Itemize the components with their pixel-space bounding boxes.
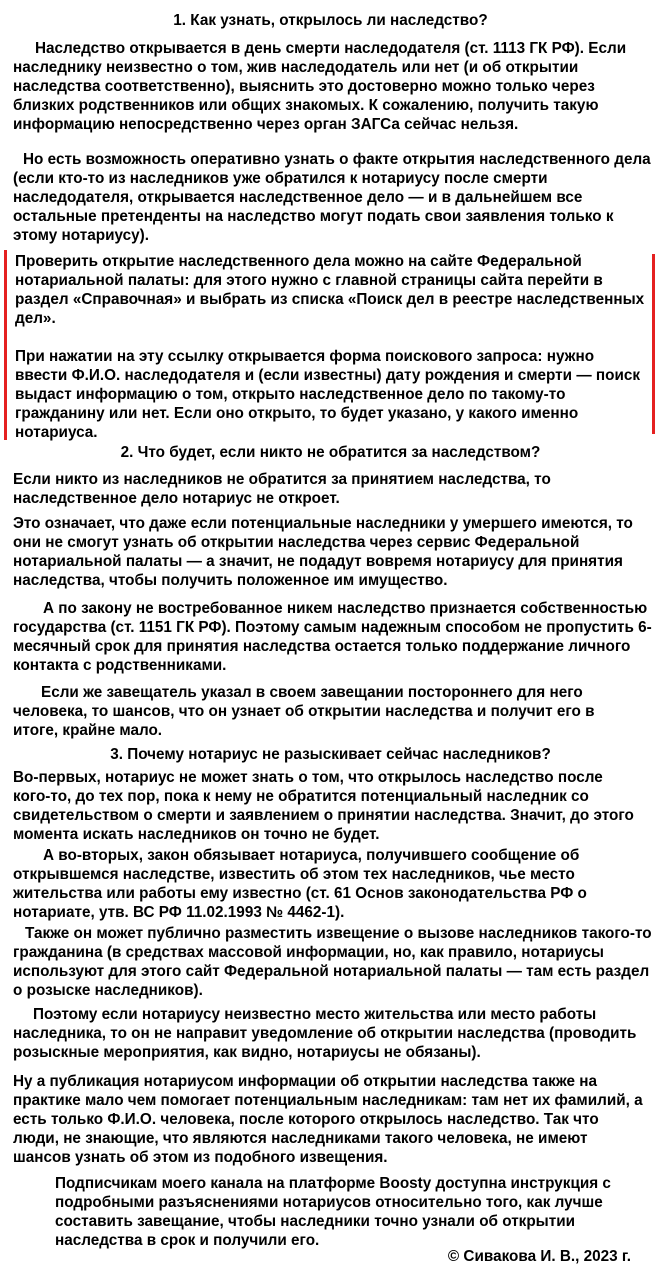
paragraph-no-claim: Если никто из наследников не обратится за принятием наследства, то наследственное дело нотариус не откроет. (13, 471, 551, 507)
heading-section-1: 1. Как узнать, открылось ли наследство? (173, 12, 488, 29)
paragraph-no-notification: Поэтому если нотариусу неизвестно место жительства или место работы наследника, то он не направит уведомление об открытии наследства (проводить розыскные мероприятия, как видно, нотариусы не обязаны). (13, 1006, 637, 1061)
heading-section-3: 3. Почему нотариус не разыскивает сейчас наследников? (110, 746, 551, 763)
highlight-bar-right (652, 254, 655, 434)
paragraph-notary-site-check: Проверить открытие наследственного дела можно на сайте Федеральной нотариальной палаты: для этого нужно с главной страницы сайта перейти в раздел «Справочная» и выбрать из списка «Поиск дел в реестре наследственных дел». (15, 253, 645, 327)
paragraph-firstly: Во-первых, нотариус не может знать о том, что открылось наследство после кого-то, до тех пор, пока к нему не обратится потенциальный наследник со свидетельством о смерти и заявлением о принятии наследства. Значит, до этого момента искать наследников он точно не будет. (13, 769, 634, 843)
paragraph-public-notice: Также он может публично разместить извещение о вызове наследников такого-то гражданина (в средствах массовой информации, но, как правило, нотариусы используют для этого сайт Федеральной нотариальной палаты — там есть раздел о розыске наследников). (13, 925, 652, 999)
paragraph-state-property: А по закону не востребованное никем наследство признается собственностью государства (ст. 1151 ГК РФ). Поэтому самым надежным способом не пропустить 6-месячный срок для принятия наследства остается только поддержание личного контакта с родственниками. (13, 600, 652, 674)
paragraph-testator-stranger: Если же завещатель указал в своем завещании постороннего для него человека, то шансов, что он узнает об открытии наследства и получит его в итоге, крайне мало. (13, 684, 595, 739)
paragraph-consequence: Это означает, что даже если потенциальные наследники у умершего имеются, то они не смогут узнать об открытии наследства через сервис Федеральной нотариальной палаты — а значит, не подадут вовремя нотариусу для принятия наследства, чтобы получить положенное им имущество. (13, 515, 633, 589)
heading-section-2: 2. Что будет, если никто не обратится за наследством? (120, 444, 541, 461)
paragraph-inheritance-opening: Наследство открывается в день смерти наследодателя (ст. 1113 ГК РФ). Если наследнику неизвестно о том, жив наследодатель или нет (и об открытии наследства соответственно), выяснить это достоверно можно только через близких родственников или общих знакомых. К сожалению, получить такую информацию непосредственно через орган ЗАГСа сейчас нельзя. (13, 40, 627, 133)
highlight-bar-left (4, 250, 7, 440)
paragraph-secondly: А во-вторых, закон обязывает нотариуса, получившего сообщение об открывшемся наследстве, известить об этом тех наследников, чье место жительства или работы ему известно (ст. 61 Основ законодательства РФ о нотариате, утв. ВС РФ 11.02.1993 № 4462-1). (13, 847, 587, 921)
paragraph-search-form: При нажатии на эту ссылку открывается форма поискового запроса: нужно ввести Ф.И.О. наследодателя и (если известны) дату рождения и смерти — поиск выдаст информацию о том, открыто наследственное дело по такому-то гражданину или нет. Если оно открыто, то будет указано, у какого именно нотариуса. (15, 348, 641, 441)
paragraph-operative-check: Но есть возможность оперативно узнать о факте открытия наследственного дела (если кто-то из наследников уже обратился к нотариусу после смерти наследодателя, открывается наследственное дело — и в дальнейшем все остальные претенденты на наследство могут подать свои заявления только к этому нотариусу). (13, 151, 651, 244)
paragraph-publication: Ну а публикация нотариусом информации об открытии наследства также на практике мало чем помогает потенциальным наследникам: там нет их фамилий, а есть только Ф.И.О. человека, после которого открылось наследство. Так что люди, не знающие, что являются наследниками такого человека, не имеют шансов узнать об этом из подобного извещения. (13, 1073, 643, 1166)
signature: © Сивакова И. В., 2023 г. (447, 1248, 631, 1265)
paragraph-boosty-promo: Подписчикам моего канала на платформе Boosty доступна инструкция с подробными разъяснениями нотариусов относительно того, как лучше составить завещание, чтобы наследники точно узнали об открытии наследства в срок и получили его. (55, 1175, 611, 1249)
